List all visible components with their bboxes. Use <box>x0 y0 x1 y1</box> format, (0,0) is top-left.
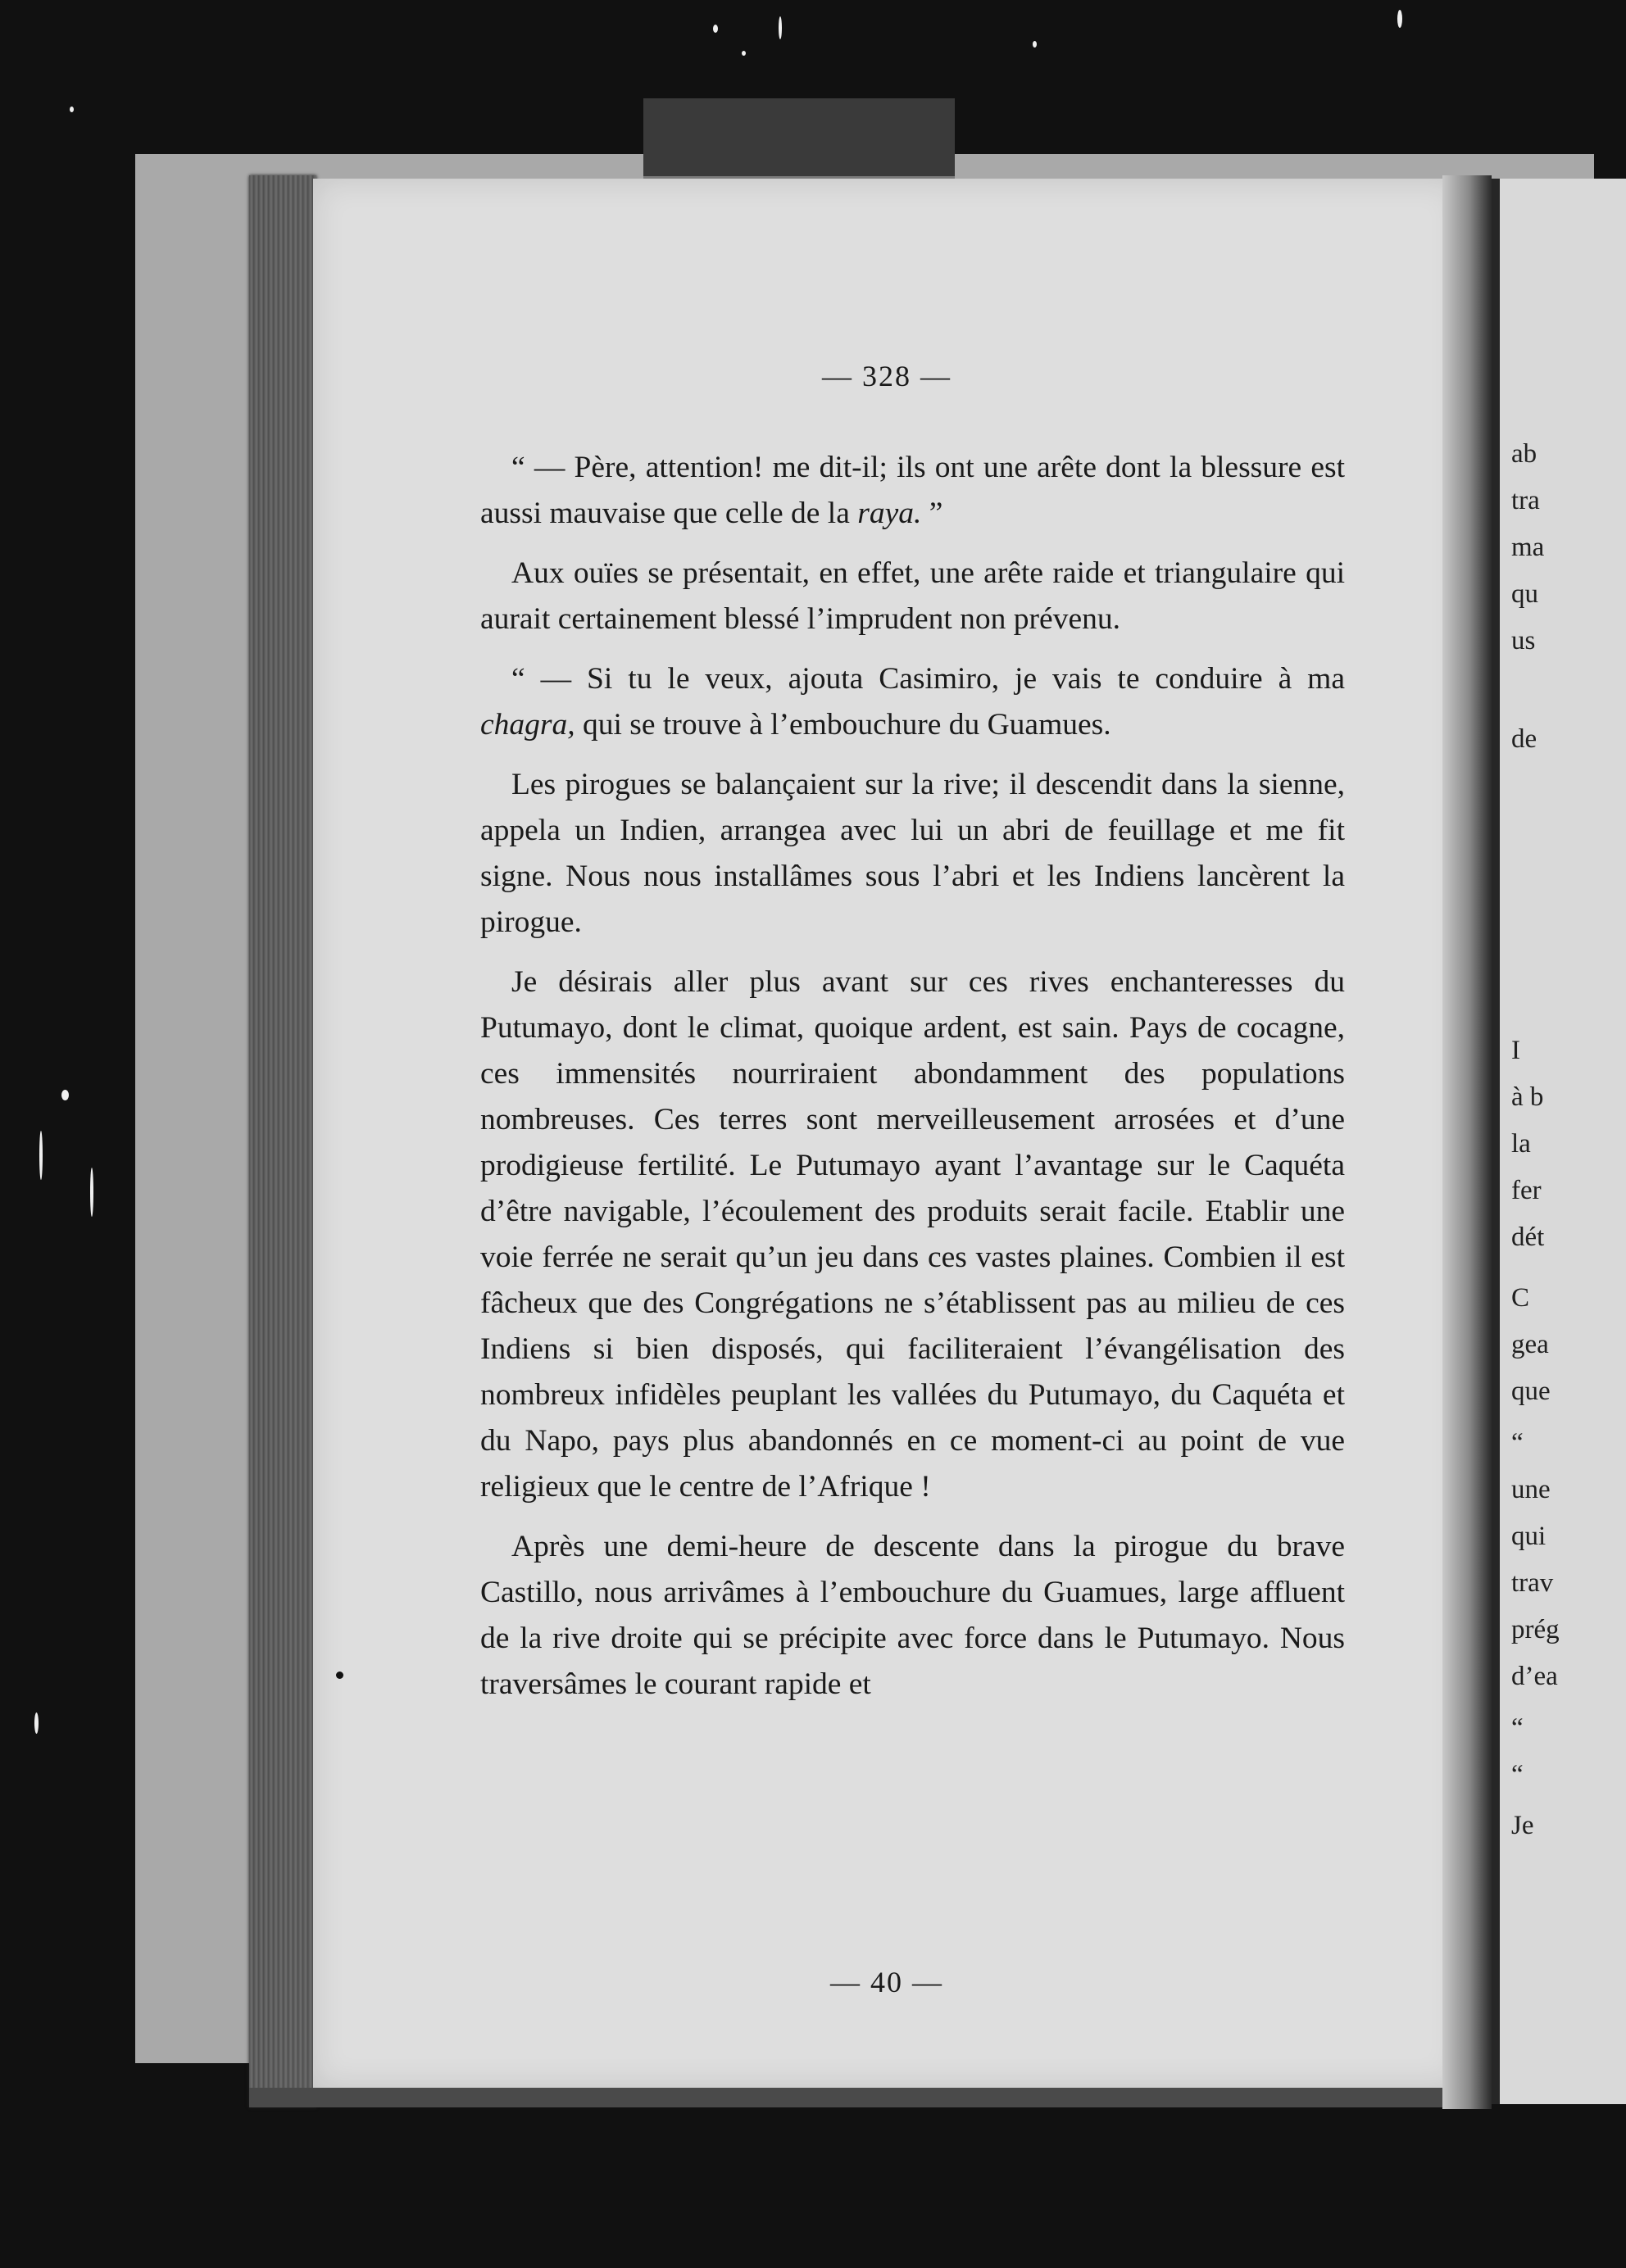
next-page-fragment: Je <box>1511 1811 1534 1840</box>
page-footer: — 40 — <box>830 1966 943 1998</box>
next-page-fragment: gea <box>1511 1330 1549 1359</box>
paragraph <box>480 959 1345 1510</box>
next-page-fragment: que <box>1511 1377 1551 1406</box>
scan-speck <box>34 1712 39 1734</box>
paragraph <box>480 762 1345 946</box>
scan-speck <box>713 25 718 33</box>
next-page-fragment: la <box>1511 1129 1531 1159</box>
next-page-fragment: I <box>1511 1036 1520 1065</box>
scan-speck <box>39 1131 43 1180</box>
paragraph-italic: chagra, <box>480 708 575 742</box>
page-block-bottom <box>249 2088 1462 2107</box>
paragraph-text-tail: qui se trouve à l’embouchure du Guamues. <box>575 708 1111 742</box>
page-block-edge <box>249 175 316 2107</box>
next-page-fragment: “ <box>1511 1428 1524 1458</box>
scan-speck <box>61 1090 69 1100</box>
next-page-fragment: “ <box>1511 1713 1524 1743</box>
next-page-fragment: une <box>1511 1475 1551 1504</box>
next-page-fragment: trav <box>1511 1568 1554 1598</box>
paragraph-italic: raya. <box>857 497 922 530</box>
book-spine <box>1442 175 1492 2109</box>
paragraph <box>480 1524 1345 1708</box>
next-page-fragment: “ <box>1511 1760 1524 1789</box>
next-page-fragment: qui <box>1511 1522 1547 1551</box>
next-page-fragment: us <box>1511 626 1536 655</box>
scan-speck <box>90 1168 93 1217</box>
scan-speck <box>779 16 782 39</box>
scan-speck <box>70 107 74 112</box>
scan-speck <box>1033 41 1037 48</box>
scan-speck <box>336 1672 343 1679</box>
next-page-fragment: à b <box>1511 1082 1544 1112</box>
next-page-fragment: qu <box>1511 579 1538 609</box>
page-header: — 328 — <box>822 360 952 392</box>
page-body <box>480 445 1345 1721</box>
paragraph <box>480 445 1345 537</box>
scan-speck <box>742 51 746 56</box>
paragraph <box>480 551 1345 642</box>
paragraph-text: Je désirais aller plus avant sur ces rives enchanteresses du Putumayo, dont le climat, quoique ardent, est sain. Pays de cocagne, ces immensités nourriraient abondamment des populations nombreuses. Ces terres sont merveilleusement arrosées et d’une prodigieuse fertilité. Le Putumayo ayant l’avantage sur le Caquéta d’être navigable, l’écoulement des produits serait facile. Etablir une voie ferrée ne serait qu’un jeu dans ces vastes plaines. Combien il est fâcheux que des Congrégations ne s’établissent pas au milieu de ces Indiens si bien disposés, qui faciliteraient l’évangélisation des nombreux infidèles peuplant les vallées du Putumayo, du Caquéta et du Napo, pays plus abandonnés en ce moment-ci au point de vue religieux que le centre de l’Afrique ! <box>480 965 1345 1504</box>
next-page-edge <box>1492 179 1626 2104</box>
next-page-fragment: ab <box>1511 439 1537 469</box>
book-page <box>313 179 1460 2088</box>
next-page-fragment: d’ea <box>1511 1662 1558 1691</box>
next-page-fragment: ma <box>1511 533 1545 562</box>
paragraph <box>480 656 1345 748</box>
next-page-fragment: prég <box>1511 1615 1560 1644</box>
next-page-fragment: fer <box>1511 1176 1542 1205</box>
paragraph-text-tail: ” <box>921 497 943 530</box>
next-page-fragment: tra <box>1511 486 1540 515</box>
paragraph-text: Après une demi-heure de descente dans la pirogue du brave Castillo, nous arrivâmes à l’embouchure du Guamues, large affluent de la rive droite qui se précipite avec force dans le Putumayo. Nous traversâmes le courant rapide et <box>480 1530 1345 1701</box>
next-page-fragment: C <box>1511 1283 1530 1313</box>
paragraph-text: “ — Si tu le veux, ajouta Casimiro, je vais te conduire à ma <box>511 662 1345 696</box>
next-page-fragment: dét <box>1511 1222 1545 1252</box>
paragraph-text: Aux ouïes se présentait, en effet, une arête raide et triangulaire qui aurait certainement blessé l’imprudent non prévenu. <box>480 556 1345 636</box>
paragraph-text: Les pirogues se balançaient sur la rive; il descendit dans la sienne, appela un Indien, arrangea avec lui un abri de feuillage et me fit signe. Nous nous installâmes sous l’abri et les Indiens lancèrent la pirogue. <box>480 768 1345 939</box>
scan-speck <box>1397 10 1402 28</box>
binder-clip <box>643 98 955 181</box>
next-page-fragment: de <box>1511 724 1537 754</box>
paragraph-text: “ — Père, attention! me dit-il; ils ont une arête dont la blessure est aussi mauvaise que celle de la <box>480 451 1345 530</box>
